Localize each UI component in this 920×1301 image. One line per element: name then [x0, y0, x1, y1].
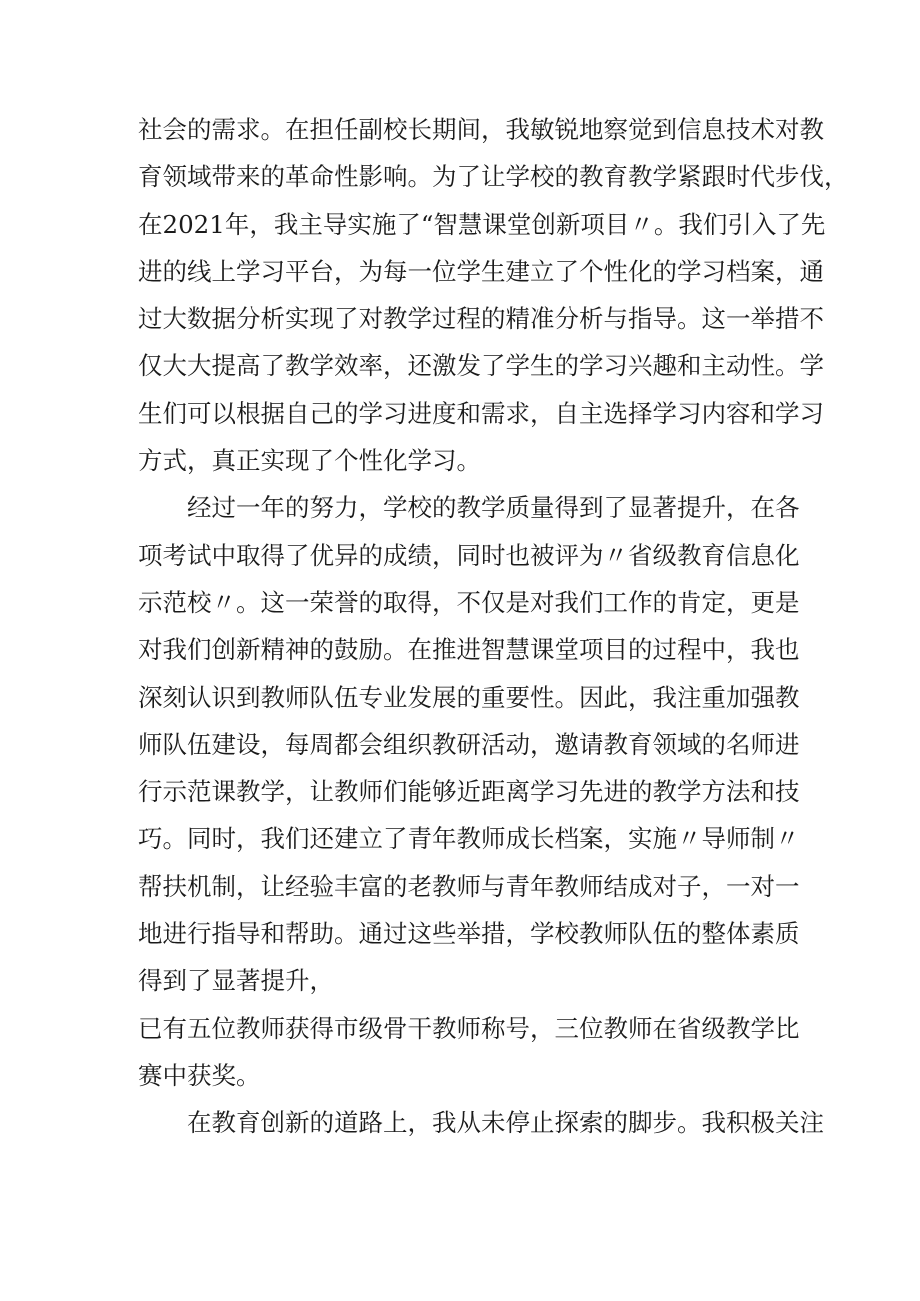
text-line: 巧。同时，我们还建立了青年教师成长档案，实施〃导师制〃 — [138, 824, 800, 854]
text-line: 经过一年的努力，学校的教学质量得到了显著提升，在各 — [187, 493, 800, 523]
text-line: 得到了显著提升， — [138, 966, 334, 996]
text-line: 方式，真正实现了个性化学习。 — [138, 446, 481, 476]
body-text — [138, 106, 849, 1147]
text-line: 过大数据分析实现了对教学过程的精准分析与指导。这一举措不 — [138, 304, 824, 334]
text-line: 育领域带来的革命性影响。为了让学校的教育教学紧跟时代步伐， — [138, 162, 849, 192]
text-line: 行示范课教学，让教师们能够近距离学习先进的教学方法和技 — [138, 777, 800, 807]
text-line: 示范校〃。这一荣誉的取得，不仅是对我们工作的肯定，更是 — [138, 587, 800, 617]
text-line: 在2021年，我主导实施了“智慧课堂创新项目〃。我们引入了先 — [138, 209, 826, 239]
text-line: 进的线上学习平台，为每一位学生建立了个性化的学习档案，通 — [138, 256, 824, 286]
text-line: 项考试中取得了优异的成绩，同时也被评为〃省级教育信息化 — [138, 540, 800, 570]
text-line: 仅大大提高了教学效率，还激发了学生的学习兴趣和主动性。学 — [138, 351, 824, 381]
text-line: 帮扶机制，让经验丰富的老教师与青年教师结成对子，一对一 — [138, 871, 800, 901]
text-line: 赛中获奖。 — [138, 1060, 261, 1090]
text-line: 师队伍建设，每周都会组织教研活动，邀请教育领域的名师进 — [138, 729, 800, 759]
text-line: 深刻认识到教师队伍专业发展的重要性。因此，我注重加强教 — [138, 682, 800, 712]
text-line: 生们可以根据自己的学习进度和需求，自主选择学习内容和学习 — [138, 398, 824, 428]
text-line: 地进行指导和帮助。通过这些举措，学校教师队伍的整体素质 — [138, 919, 800, 949]
text-line: 对我们创新精神的鼓励。在推进智慧课堂项目的过程中，我也 — [138, 635, 800, 665]
text-line: 已有五位教师获得市级骨干教师称号，三位教师在省级教学比 — [138, 1013, 800, 1043]
text-line: 社会的需求。在担任副校长期间，我敏锐地察觉到信息技术对教 — [138, 115, 824, 144]
text-line: 在教育创新的道路上，我从未停止探索的脚步。我积极关注 — [187, 1108, 824, 1138]
